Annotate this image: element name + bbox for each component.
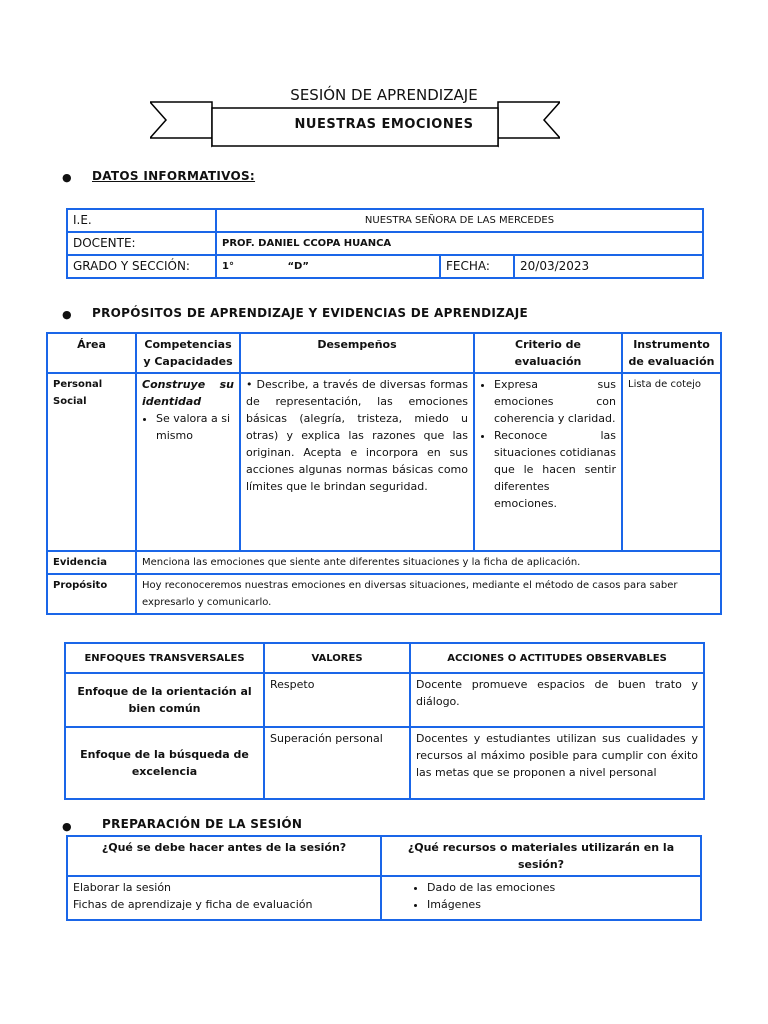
bullet-icon: ● — [62, 171, 72, 184]
enfoque-cell: Enfoque de la orientación al bien común — [65, 673, 264, 727]
antes-item: Elaborar la sesión — [73, 881, 172, 894]
datos-heading: DATOS INFORMATIVOS: — [92, 169, 256, 183]
competencia-text: Construye su identidad — [142, 378, 234, 408]
recursos-cell — [381, 876, 701, 920]
header-competencias: Competencias y Capacidades — [136, 333, 240, 373]
header-criterio: Criterio de evaluación — [474, 333, 622, 373]
seccion-value: “D” — [287, 261, 309, 272]
bullet-icon: ● — [62, 308, 72, 321]
evidencia-value: Menciona las emociones que siente ante diferentes situaciones y la ficha de aplicación. — [136, 551, 721, 574]
propositos-heading: PROPÓSITOS DE APRENDIZAJE Y EVIDENCIAS DE APRENDIZAJE — [92, 306, 528, 320]
header-valores: VALORES — [264, 643, 410, 673]
ie-value: NUESTRA SEÑORA DE LAS MERCEDES — [216, 209, 703, 232]
proposito-value: Hoy reconoceremos nuestras emociones en diversas situaciones, mediante el método de casos para saber expresarlo y comunicarlo. — [136, 574, 721, 614]
header-acciones: ACCIONES O ACTITUDES OBSERVABLES — [410, 643, 704, 673]
page-title: SESIÓN DE APRENDIZAJE — [290, 86, 478, 104]
instrumento-cell: Lista de cotejo — [622, 373, 721, 551]
proposito-label: Propósito — [47, 574, 136, 614]
header-recursos: ¿Qué recursos o materiales utilizarán en la sesión? — [381, 836, 701, 876]
valor-cell: Respeto — [264, 673, 410, 727]
header-desempenos: Desempeños — [240, 333, 474, 373]
ie-label: I.E. — [67, 209, 216, 232]
grado-label: GRADO Y SECCIÓN: — [67, 255, 216, 278]
recurso-item: • Dado de las emociones — [427, 879, 695, 896]
datos-table — [66, 208, 704, 279]
accion-cell: Docente promueve espacios de buen trato y diálogo. — [410, 673, 704, 727]
enfoques-table — [64, 642, 705, 800]
fecha-label: FECHA: — [440, 255, 514, 278]
header-instrumento: Instrumento de evaluación — [622, 333, 721, 373]
docente-value: PROF. DANIEL CCOPA HUANCA — [216, 232, 703, 255]
area-cell: Personal Social — [47, 373, 136, 551]
capacidad-item: • Se valora a si mismo — [156, 410, 234, 444]
criterio-item: • Reconoce las situaciones cotidianas que le hacen sentir diferentes emociones. — [494, 427, 616, 512]
grado-value: 1° — [222, 261, 234, 272]
antes-item: Fichas de aprendizaje y ficha de evaluación — [73, 898, 313, 911]
propositos-table — [46, 332, 722, 615]
preparacion-table — [66, 835, 702, 921]
header-enfoques: ENFOQUES TRANSVERSALES — [65, 643, 264, 673]
docente-label: DOCENTE: — [67, 232, 216, 255]
enfoque-cell: Enfoque de la búsqueda de excelencia — [65, 727, 264, 799]
header-antes: ¿Qué se debe hacer antes de la sesión? — [67, 836, 381, 876]
criterio-item: • Expresa sus emociones con coherencia y claridad. — [494, 376, 616, 427]
competencias-cell — [136, 373, 240, 551]
preparacion-heading: PREPARACIÓN DE LA SESIÓN — [102, 817, 303, 831]
header-area: Área — [47, 333, 136, 373]
valor-cell: Superación personal — [264, 727, 410, 799]
bullet-icon: ● — [62, 820, 72, 833]
antes-cell — [67, 876, 381, 920]
accion-cell: Docentes y estudiantes utilizan sus cualidades y recursos al máximo posible para cumplir con éxito las metas que se proponen a nivel personal — [410, 727, 704, 799]
grado-cell — [216, 255, 440, 278]
fecha-value: 20/03/2023 — [514, 255, 703, 278]
recurso-item: • Imágenes — [427, 896, 695, 913]
banner-title: NUESTRAS EMOCIONES — [294, 117, 474, 132]
criterio-cell — [474, 373, 622, 551]
desempeno-cell: • Describe, a través de diversas formas de representación, las emociones básicas (alegría, tristeza, miedo u otras) y explica las razones que las originan. Acepta e incorpora en sus acciones algunas normas básicas como límites que le brindan seguridad. — [240, 373, 474, 551]
evidencia-label: Evidencia — [47, 551, 136, 574]
